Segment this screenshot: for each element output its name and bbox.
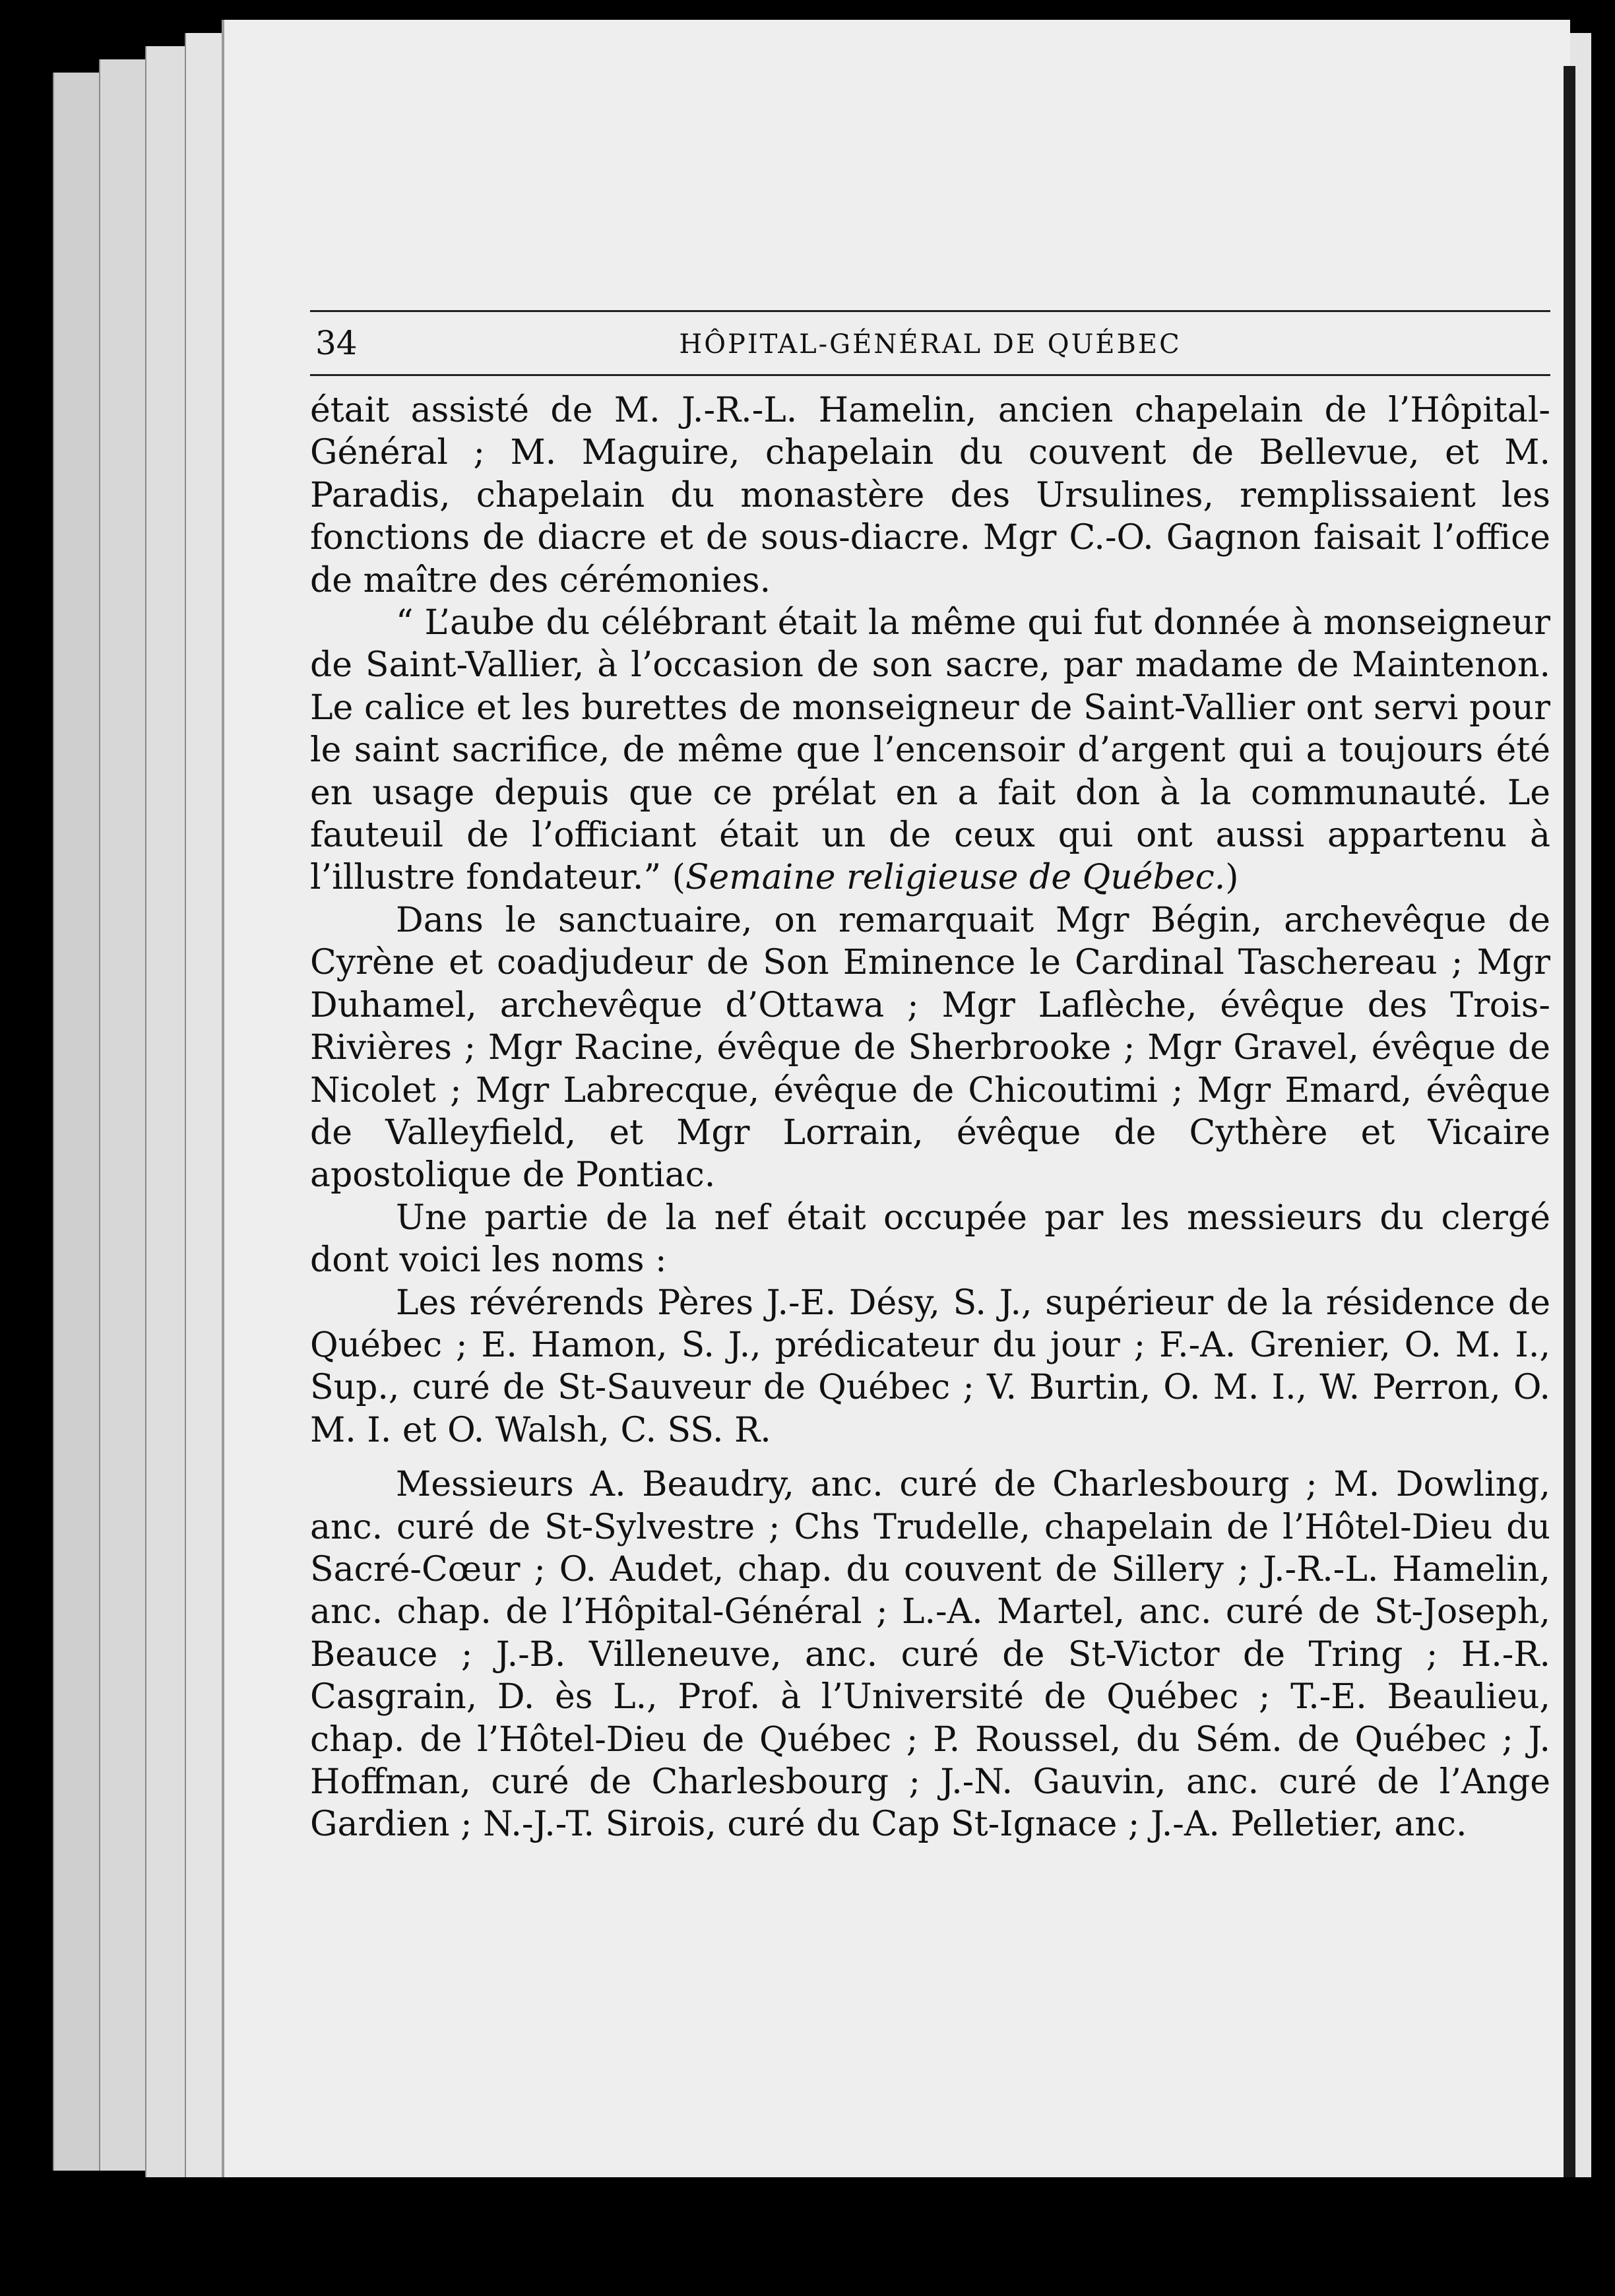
quotation-text: “ L’aube du célébrant était la même qui fut donnée à monseigneur de Saint-Vallier, à l’occasion de son sacre, par madame de Maintenon. Le calice et les burettes de monseigneur de Saint-Vallier ont servi pour le saint sacrifice, de même que l’encensoir d’argent qui a toujours été en usage depuis que ce prélat en a fait don à la communauté. Le fauteuil de l’officiant était un de ceux qui ont aussi appartenu à l’illustre fondateur.” ( (310, 603, 1550, 898)
paragraph: Messieurs A. Beaudry, anc. curé de Charlesbourg ; M. Dowling, anc. curé de St-Sylvestre ; Chs Trudelle, chapelain de l’Hôtel-Dieu du Sacré-Cœur ; O. Audet, chap. du couvent de Sillery ; J.-R.-L. Hamelin, anc. chap. de l’Hôpital-Général ; L.-A. Martel, anc. curé de St-Joseph, Beauce ; J.-B. Villeneuve, anc. curé de St-Victor de Tring ; H.-R. Casgrain, D. ès L., Prof. à l’Université de Québec ; T.-E. Beaulieu, chap. de l’Hôtel-Dieu de Québec ; P. Roussel, du Sém. de Québec ; J. Hoffman, curé de Charlesbourg ; J.-N. Gauvin, anc. curé de l’Ange Gardien ; N.-J.-T. Sirois, curé du Cap St-Ignace ; J.-A. Pelletier, anc. (310, 1465, 1550, 1845)
page-header (310, 310, 1550, 376)
paragraph: Une partie de la nef était occupée par les messieurs du clergé dont voici les noms : (310, 1197, 1550, 1281)
paragraph: Dans le sanctuaire, on remarquait Mgr Bégin, archevêque de Cyrène et coadjudeur de Son Eminence le Cardinal Taschereau ; Mgr Duhamel, archevêque d’Ottawa ; Mgr Laflèche, évêque des Trois-Rivières ; Mgr Racine, évêque de Sherbrooke ; Mgr Gravel, évêque de Nicolet ; Mgr Labrecque, évêque de Chicoutimi ; Mgr Emard, évêque de Valleyfield, et Mgr Lorrain, évêque de Cythère et Vicaire apostolique de Pontiac. (310, 900, 1550, 1196)
page-gutter-shadow (1564, 66, 1575, 2177)
quotation-close: ) (1225, 858, 1239, 898)
quotation-paragraph (310, 602, 1550, 899)
paragraph: Les révérends Pères J.-E. Désy, S. J., supérieur de la résidence de Québec ; E. Hamon, S. J., prédicateur du jour ; F.-A. Grenier, O. M. I., Sup., curé de St-Sauveur de Québec ; V. Burtin, O. M. I., W. Perron, O. M. I. et O. Walsh, C. SS. R. (310, 1283, 1550, 1450)
running-title: HÔPITAL-GÉNÉRAL DE QUÉBEC (679, 329, 1182, 360)
page-number: 34 (315, 324, 358, 362)
quotation-source: Semaine religieuse de Québec. (685, 858, 1226, 898)
scan-background (0, 2177, 1615, 2296)
paragraph: était assisté de M. J.-R.-L. Hamelin, ancien chapelain de l’Hôpital-Général ; M. Maguire, chapelain du couvent de Bellevue, et M. Paradis, chapelain du monastère des Ursulines, remplissaient les fonctions de diacre et de sous-diacre. Mgr C.-O. Gagnon faisait l’office de maître des cérémonies. (310, 391, 1550, 600)
body-text (310, 389, 1550, 1846)
